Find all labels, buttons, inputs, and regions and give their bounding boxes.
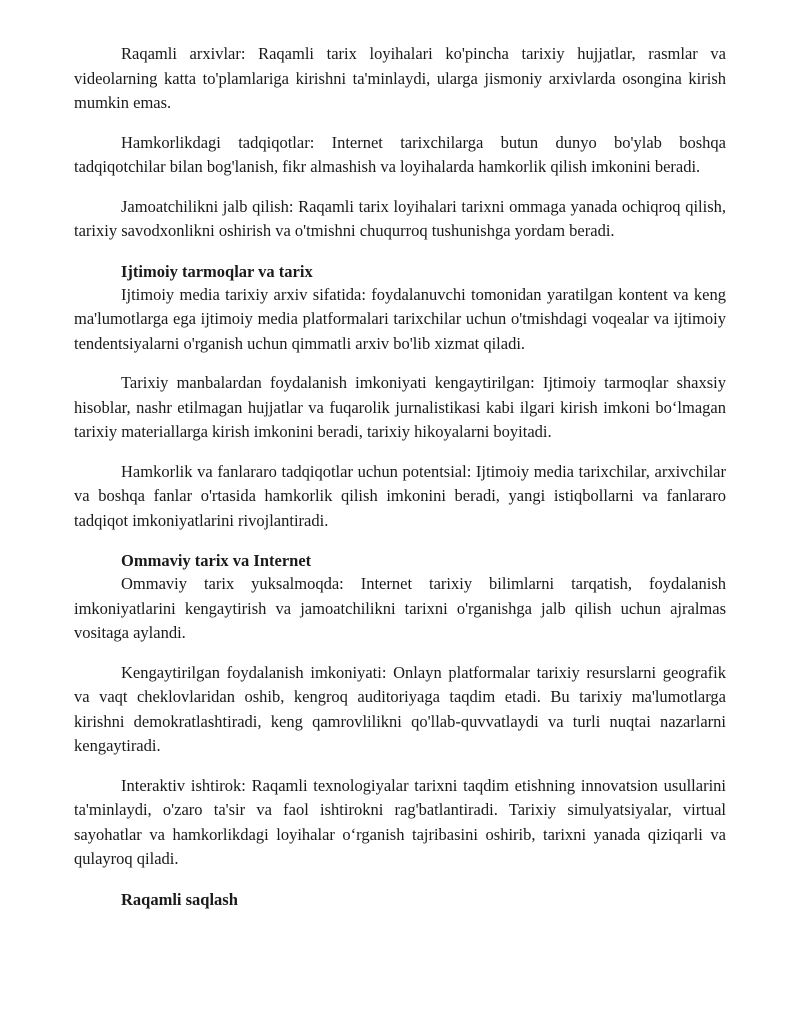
section-heading-digital-preservation: Raqamli saqlash: [121, 889, 238, 909]
paragraph-digital-archives: Raqamli arxivlar: Raqamli tarix loyihalari ko'pincha tarixiy hujjatlar, rasmlar va videolarning katta to'plamlariga kirishni ta'minlaydi, ularga jismoniy arxivlarda osongina kirish mumkin emas.: [74, 44, 726, 112]
paragraph-social-media-archive: Ijtimoiy media tarixiy arxiv sifatida: foydalanuvchi tomonidan yaratilgan kontent va keng ma'lumotlarga ega ijtimoiy media platformalari tarixchilar uchun o'tmishdagi voqealar va ijtimoiy tendentsiyalarni o'rganish uchun qimmatli arxiv bo'lib xizmat qiladi.: [74, 284, 726, 353]
paragraph-extended-access: Kengaytirilgan foydalanish imkoniyati: Onlayn platformalar tarixiy resurslarni geografik va vaqt cheklovlaridan oshib, kengroq auditoriyaga taqdim etadi. Bu tarixiy ma'lumotlarga kirishni demokratlashtiradi, keng qamrovlilikni qo'llab-quvvatlaydi va turli nuqtai nazarlarni kengaytiradi.: [74, 662, 726, 755]
paragraph-public-engagement: Jamoatchilikni jalb qilish: Raqamli tarix loyihalari tarixni ommaga yanada ochiqroq qilish, tarixiy savodxonlikni oshirish va o'tmishni chuqurroq tushunishga yordam beradi.: [74, 196, 726, 240]
section-heading-social-media: Ijtimoiy tarmoqlar va tarix: [121, 261, 313, 281]
paragraph-interactive-participation: Interaktiv ishtirok: Raqamli texnologiyalar tarixni taqdim etishning innovatsion usullarini ta'minlaydi, o'zaro ta'sir va faol ishtirokni rag'batlantiradi. Tarixiy simulyatsiyalar, virtual sayohatlar va hamkorlikdagi loyihalar o‘rganish tajribasini oshirib, tarixni yanada qiziqarli va qulayroq qiladi.: [74, 775, 726, 868]
section-heading-public-history: Ommaviy tarix va Internet: [121, 551, 312, 570]
paragraph-interdisciplinary: Hamkorlik va fanlararo tadqiqotlar uchun potentsial: Ijtimoiy media tarixchilar, arxivchilar va boshqa fanlar o'rtasida hamkorlik qilish imkonini beradi, yangi istiqbollarni va fanlararo tadqiqot imkoniyatlarini rivojlantiradi.: [74, 461, 726, 530]
paragraph-public-history-rising: Ommaviy tarix yuksalmoqda: Internet tarixiy bilimlarni tarqatish, foydalanish imkoniyatlarini kengaytirish va jamoatchilikni tarixni o'rganishga jalb qilish uchun ajralmas vositaga aylandi.: [74, 574, 726, 642]
paragraph-expanded-access: Tarixiy manbalardan foydalanish imkoniyati kengaytirilgan: Ijtimoiy tarmoqlar shaxsiy hisoblar, nashr etilmagan hujjatlar va fuqarolik jurnalistikasi kabi ilgari kirish imkoni bo‘lmagan tarixiy materiallarga kirish imkonini beradi, tarixiy hikoyalarni boyitadi.: [74, 373, 726, 441]
paragraph-collaborative-research: Hamkorlikdagi tadqiqotlar: Internet tarixchilarga butun dunyo bo'ylab boshqa tadqiqotchilar bilan bog'lanish, fikr almashish va loyihalarda hamkorlik qilish imkonini beradi.: [74, 132, 726, 176]
